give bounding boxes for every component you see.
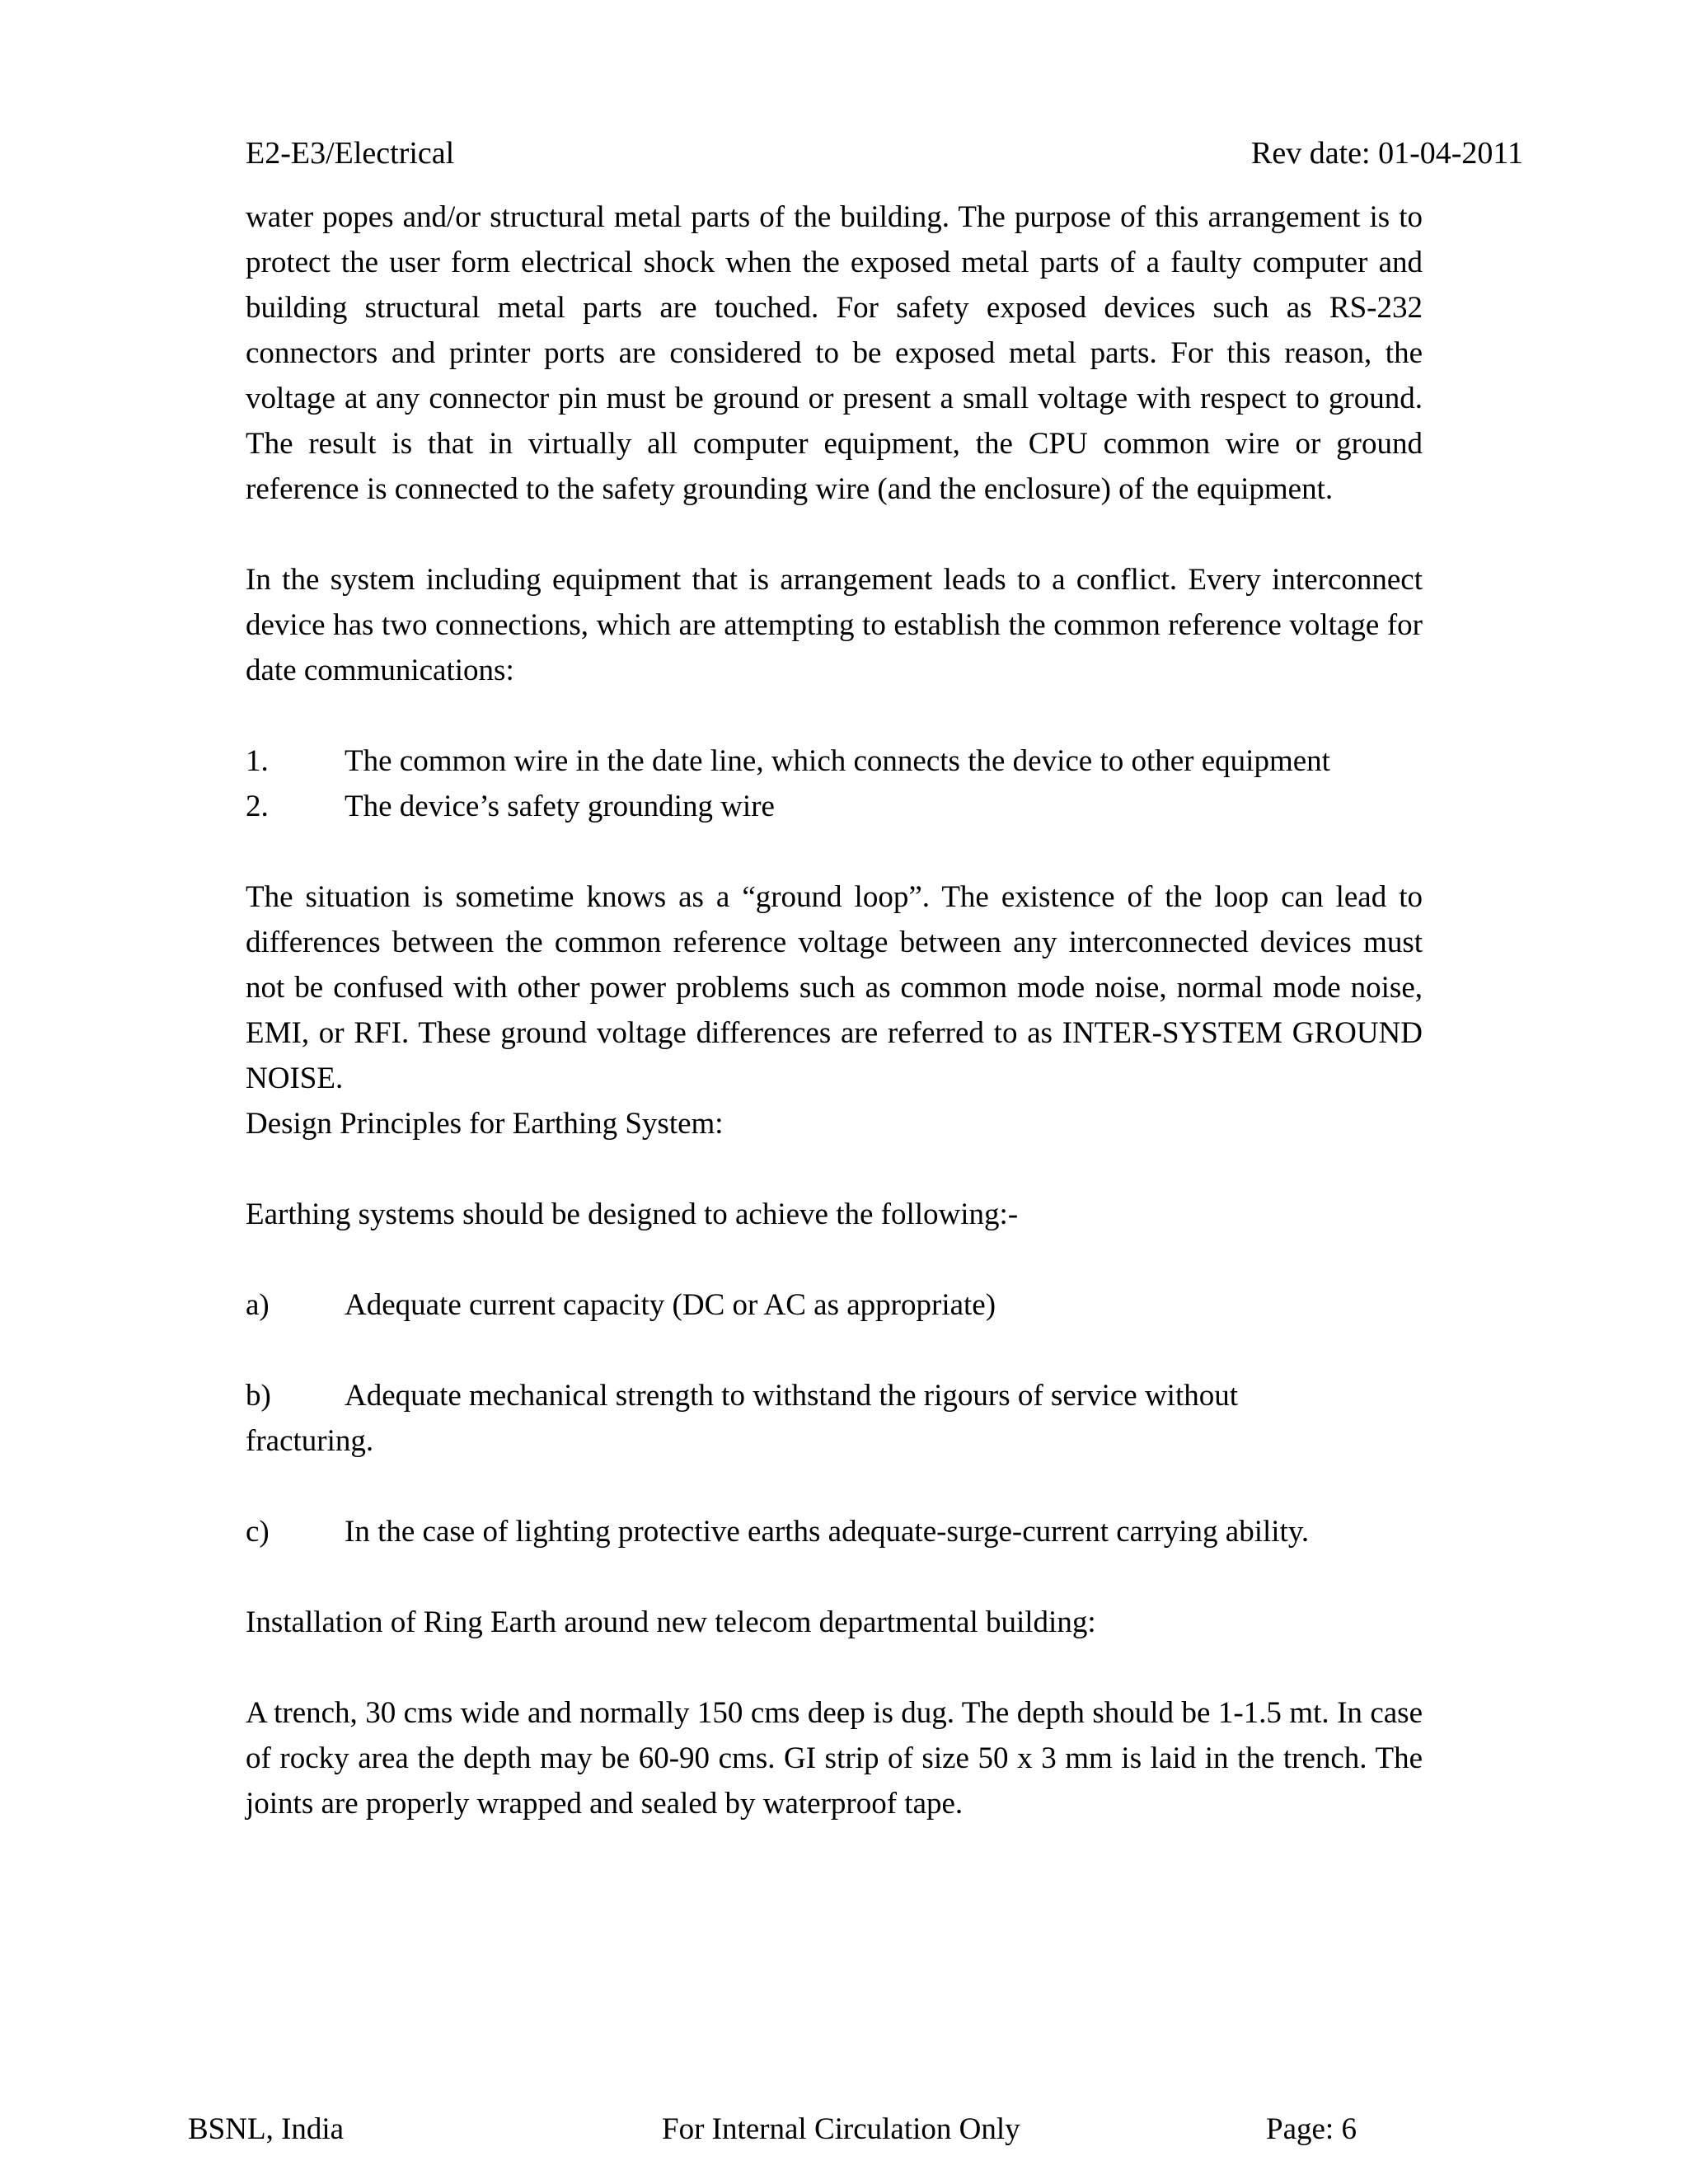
header-revision-date: Rev date: 01-04-2011 — [1251, 136, 1523, 171]
list-item-text: In the case of lighting protective earths adequate-surge-current carrying ability. — [345, 1515, 1310, 1549]
list-item-text: The common wire in the date line, which connects the device to other equipment — [345, 744, 1330, 778]
list-marker: 2. — [246, 790, 269, 823]
heading-ring-earth: Installation of Ring Earth around new telecom departmental building: — [246, 1605, 1096, 1639]
lettered-item-a — [246, 1282, 1423, 1328]
header-document-code: E2-E3/Electrical — [246, 136, 455, 171]
heading-design-principles: Design Principles for Earthing System: — [246, 1107, 724, 1141]
numbered-item — [246, 784, 1423, 829]
lettered-item-b-continuation: fracturing. — [246, 1424, 374, 1458]
document-body — [246, 194, 1423, 1826]
paragraph-conflict: In the system including equipment that is arrangement leads to a conflict. Every interconnect device has two connections, which are attempting to establish the common reference voltage for date communications: — [246, 563, 1423, 687]
footer-page-number: Page: 6 — [1266, 2112, 1357, 2146]
list-item-text: The device’s safety grounding wire — [345, 790, 775, 823]
numbered-item — [246, 738, 1423, 784]
list-marker: 1. — [246, 744, 269, 778]
footer-organization: BSNL, India — [188, 2112, 345, 2146]
paragraph-earthing-goals: Earthing systems should be designed to achieve the following:- — [246, 1197, 1019, 1231]
lettered-item-c — [246, 1509, 1423, 1554]
lettered-item-b — [246, 1373, 1423, 1418]
list-item-text: Adequate current capacity (DC or AC as appropriate) — [345, 1288, 996, 1322]
paragraph-ground-loop: The situation is sometime knows as a “ground loop”. The existence of the loop can lead to differences between the common reference voltage between any interconnected devices must not be confused with other power problems such as common mode noise, normal mode noise, EMI, or RFI. These ground voltage differences are referred to as INTER-SYSTEM GROUND NOISE. — [246, 880, 1423, 1095]
list-marker: c) — [246, 1515, 270, 1549]
list-marker: b) — [246, 1379, 271, 1413]
list-marker: a) — [246, 1288, 270, 1322]
footer-circulation-note: For Internal Circulation Only — [662, 2112, 1020, 2146]
paragraph-exposed-metal: water popes and/or structural metal parts of the building. The purpose of this arrangement is to protect the user form electrical shock when the exposed metal parts of a faulty computer and building structural metal parts are touched. For safety exposed devices such as RS-232 connectors and printer ports are considered to be exposed metal parts. For this reason, the voltage at any connector pin must be ground or present a small voltage with respect to ground. The result is that in virtually all computer equipment, the CPU common wire or ground reference is connected to the safety grounding wire (and the enclosure) of the equipment. — [246, 200, 1423, 506]
paragraph-trench: A trench, 30 cms wide and normally 150 cms deep is dug. The depth should be 1-1.5 mt. In case of rocky area the depth may be 60-90 cms. GI strip of size 50 x 3 mm is laid in the trench. The joints are properly wrapped and sealed by waterproof tape. — [246, 1696, 1423, 1821]
list-item-text: Adequate mechanical strength to withstand the rigours of service without — [345, 1379, 1239, 1413]
